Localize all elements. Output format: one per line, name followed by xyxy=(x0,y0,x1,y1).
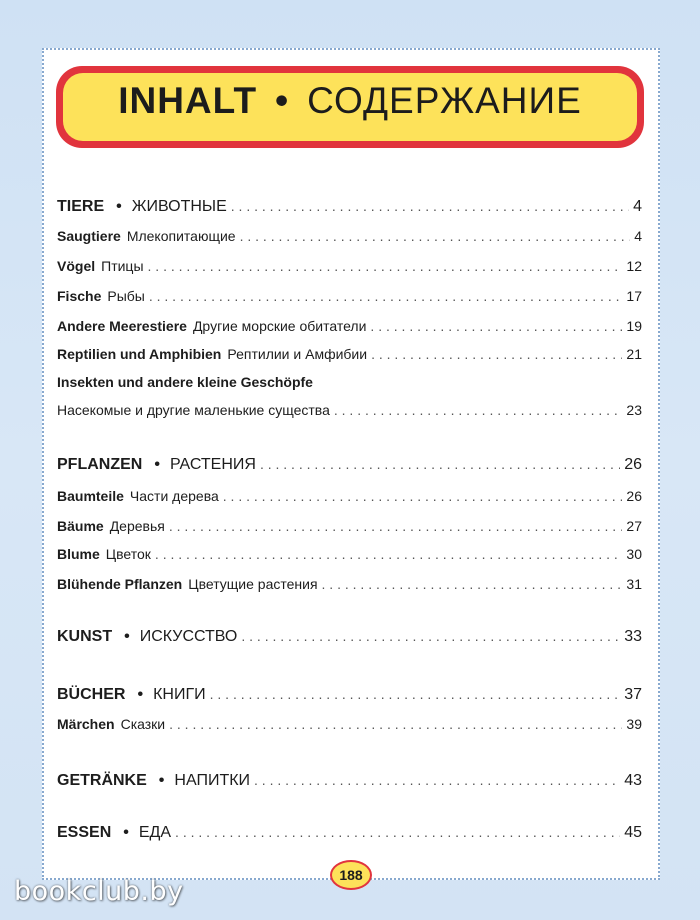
entry-page-number: 27 xyxy=(626,518,642,534)
entry-separator: • xyxy=(123,824,129,841)
entry-russian-title: КНИГИ xyxy=(153,686,206,703)
entry-page-number: 26 xyxy=(626,488,642,504)
toc-entry-row xyxy=(57,576,642,600)
entry-page-number: 19 xyxy=(626,318,642,334)
entry-separator: • xyxy=(137,686,144,703)
entry-german-title: Blume xyxy=(57,546,100,562)
dot-leader xyxy=(223,488,623,504)
entry-german-title: KUNST xyxy=(57,628,113,645)
entry-german-title: Andere Meerestiere xyxy=(57,318,187,334)
dot-leader xyxy=(260,456,620,472)
dot-leader xyxy=(210,686,621,702)
entry-russian-title: Цветущие растения xyxy=(188,576,318,592)
entry-russian-title: Деревья xyxy=(109,518,165,534)
entry-russian-title: Рептилии и Амфибии xyxy=(227,346,368,362)
entry-page-number: 26 xyxy=(624,456,642,473)
dot-leader xyxy=(155,546,623,562)
entry-german-title: ESSEN xyxy=(57,824,112,841)
entry-page-number: 33 xyxy=(624,628,642,645)
toc-section-row xyxy=(57,686,642,710)
entry-page-number: 4 xyxy=(633,198,642,215)
dot-leader xyxy=(322,576,623,592)
toc-entry-row xyxy=(57,546,642,570)
toc-entry-row xyxy=(57,346,642,370)
dot-leader xyxy=(231,198,629,214)
entry-separator: • xyxy=(124,628,130,645)
entry-russian-title: НАПИТКИ xyxy=(174,772,251,789)
dot-leader xyxy=(241,628,620,644)
toc-entry-row xyxy=(57,488,642,512)
toc-entry-row xyxy=(57,374,642,398)
entry-german-title: Märchen xyxy=(57,716,115,732)
dot-leader xyxy=(370,318,622,334)
toc-section-row xyxy=(57,456,642,480)
entry-russian-title: РАСТЕНИЯ xyxy=(169,456,256,473)
toc-entry-row xyxy=(57,228,642,252)
entry-german-title: Reptilien und Amphibien xyxy=(57,346,222,362)
entry-page-number: 37 xyxy=(624,686,642,703)
toc-section-row xyxy=(57,824,642,848)
entry-russian-title: Птицы xyxy=(101,258,144,274)
dot-leader xyxy=(148,258,623,274)
toc-entry-row xyxy=(57,288,642,312)
entry-german-title: PFLANZEN xyxy=(57,456,143,473)
toc-entry-row xyxy=(57,716,642,740)
toc-section-row xyxy=(57,198,642,222)
entry-page-number: 45 xyxy=(624,824,642,841)
entry-separator: • xyxy=(116,198,122,215)
entry-german-title: BÜCHER xyxy=(57,686,126,703)
dot-leader xyxy=(254,772,620,788)
title-separator: • xyxy=(275,80,290,121)
entry-page-number: 21 xyxy=(626,346,642,362)
dot-leader xyxy=(169,518,623,534)
toc-entry-row xyxy=(57,518,642,542)
entry-russian-title: Насекомые и другие маленькие существа xyxy=(57,402,330,418)
dot-leader xyxy=(334,402,623,418)
entry-german-title: Saugtiere xyxy=(57,228,121,244)
entry-russian-title: Сказки xyxy=(120,716,166,732)
entry-russian-title: Млекопитающие xyxy=(126,228,236,244)
entry-russian-title: ЕДА xyxy=(138,824,172,841)
entry-german-title: Insekten und andere kleine Geschöpfe xyxy=(57,374,313,390)
dot-leader xyxy=(240,228,631,244)
page-number-badge: 188 xyxy=(330,860,372,890)
entry-russian-title: Другие морские обитатели xyxy=(192,318,367,334)
entry-german-title: Bäume xyxy=(57,518,104,534)
entry-page-number: 4 xyxy=(634,228,642,244)
entry-russian-title: Части дерева xyxy=(129,488,219,504)
entry-page-number: 23 xyxy=(626,402,642,418)
toc-entry-row xyxy=(57,318,642,342)
title-german: INHALT xyxy=(118,80,258,121)
entry-russian-title: ИСКУССТВО xyxy=(139,628,238,645)
entry-german-title: Baumteile xyxy=(57,488,124,504)
entry-russian-title: ЖИВОТНЫЕ xyxy=(131,198,227,215)
page-title xyxy=(0,80,700,122)
entry-page-number: 12 xyxy=(626,258,642,274)
entry-page-number: 31 xyxy=(626,576,642,592)
dot-leader xyxy=(175,824,620,840)
toc-entry-row xyxy=(57,258,642,282)
entry-page-number: 17 xyxy=(626,288,642,304)
dot-leader xyxy=(149,288,623,304)
entry-german-title: Vögel xyxy=(57,258,96,274)
entry-separator: • xyxy=(158,772,165,789)
toc-section-row xyxy=(57,772,642,796)
entry-page-number: 43 xyxy=(624,772,642,789)
entry-separator: • xyxy=(154,456,160,473)
toc-section-row xyxy=(57,628,642,652)
entry-page-number: 30 xyxy=(626,546,642,562)
entry-russian-title: Цветок xyxy=(105,546,151,562)
toc-entry-row xyxy=(57,402,642,426)
entry-german-title: GETRÄNKE xyxy=(57,772,147,789)
dot-leader xyxy=(371,346,622,362)
watermark: bookclub.by xyxy=(14,876,184,907)
entry-german-title: Blühende Pflanzen xyxy=(57,576,183,592)
dot-leader xyxy=(169,716,622,732)
entry-page-number: 39 xyxy=(626,716,642,732)
title-russian: СОДЕРЖАНИЕ xyxy=(307,80,582,121)
entry-russian-title: Рыбы xyxy=(107,288,145,304)
entry-german-title: Fische xyxy=(57,288,102,304)
entry-german-title: TIERE xyxy=(57,198,105,215)
